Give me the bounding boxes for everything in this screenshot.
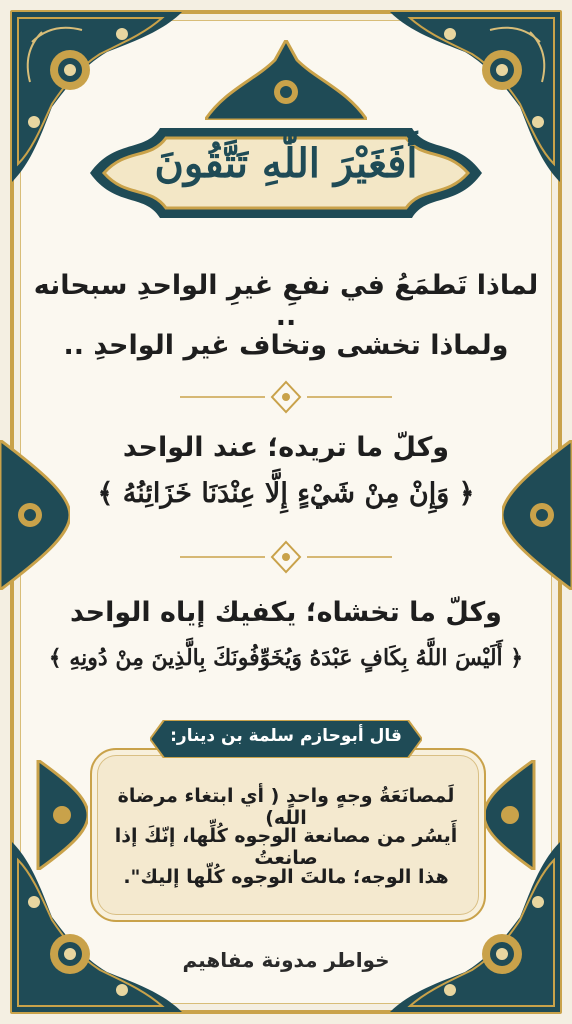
text-line-1: لماذا تَطمَعُ في نفعِ غيرِ الواحدِ سبحانه .. (33, 270, 539, 332)
quote-line-3: هذا الوجه؛ مالتَ الوجوه كُلّها إليك". (123, 866, 449, 888)
quote-line-1: لَمصانَعَةُ وجهٍ واحدٍ ( أي ابتغاء مرضاة الله) (117, 785, 455, 829)
ornamental-divider-2 (180, 540, 392, 574)
footer-credit: خواطر مدونة مفاهيم (182, 948, 390, 972)
quote-heading: قال أبوحازم سلمة بن دينار: (170, 726, 402, 746)
top-arch-ornament (205, 40, 367, 120)
quote-heading-banner (150, 720, 422, 758)
text-line-2: ولماذا تخشى وتخاف غير الواحدِ .. (63, 330, 509, 361)
text-line-3: وكلّ ما تريده؛ عند الواحد (122, 432, 450, 463)
title-cartouche (90, 118, 482, 228)
quote-ornament-right (484, 760, 544, 870)
page-title: أَفَغَيْرَ اللّٰهِ تَتَّقُونَ (154, 140, 418, 187)
text-line-5: وكلّ ما تخشاه؛ يكفيك إياه الواحد (70, 597, 502, 628)
verse-2: ﴿ أَلَيْسَ اللَّهُ بِكَافٍ عَبْدَهُ وَيُخَوِّفُونَكَ بِالَّذِينَ مِنْ دُونِهِ ﴾ (48, 645, 524, 671)
quote-ornament-left (28, 760, 88, 870)
ornamental-divider-1 (180, 380, 392, 414)
quote-line-2: أَيسُر من مصانعة الوجوه كُلِّها، إنّكَ إذا صانعتُ (114, 825, 458, 869)
verse-1: ﴿ وَإِنْ مِنْ شَيْءٍ إِلَّا عِنْدَنَا خَزَائِنُهُ ﴾ (97, 478, 475, 509)
